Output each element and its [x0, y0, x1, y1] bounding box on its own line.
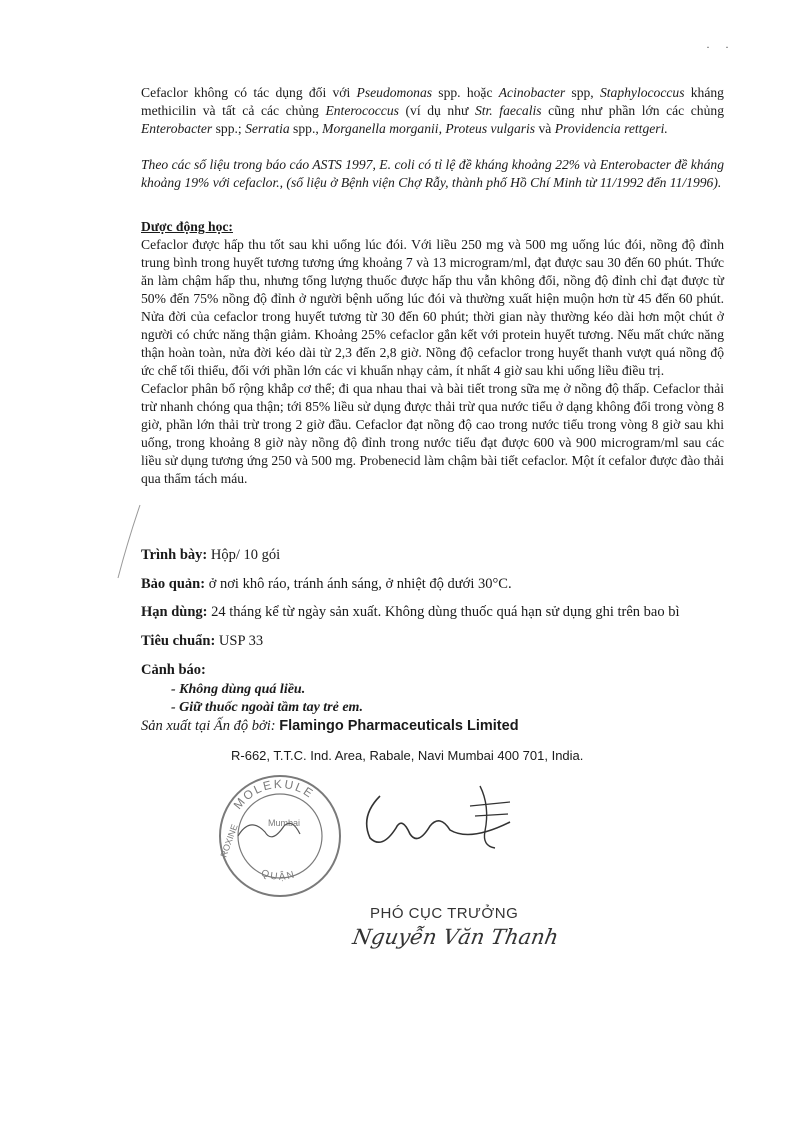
text-segment: kháng methicilin và tất cả các chủng [141, 85, 724, 118]
expiry-label: Hạn dùng: [141, 604, 208, 620]
text-segment: Cefaclor không có tác dụng đối với [141, 85, 357, 100]
stamp-left-text: ROXINE [218, 822, 240, 859]
organism-name: Staphylococcus [599, 85, 685, 100]
pharmacokinetics-paragraph-2: Cefaclor phân bố rộng khắp cơ thể; đi qua nhau thai và bài tiết trong sữa mẹ ở nồng độ thấp. Cefaclor thải trừ nhanh chóng qua thận; tới 85% liều sử dụng được thải trừ qua nước tiểu ở dạng không đổi trong vòng 8 giờ, phần lớn thải trừ trong 2 giờ đầu. Cefaclor đạt nồng độ cao trong nước tiểu trong vòng 8 giờ sau khi uống, trong khoảng 8 giờ này nồng độ đỉnh trong nước tiểu đạt được 600 và 900 microgram/ml sau các liều sử dụng tương ứng 250 và 500 mg. Probenecid làm chậm bài tiết cefaclor. Một ít cefalor được đào thải qua thẩm tách máu. [141, 381, 724, 486]
svg-text:QUẬN [260, 868, 298, 883]
manufacturer-address: R-662, T.T.C. Ind. Area, Rabale, Navi Mumbai 400 701, India. [231, 748, 584, 763]
text-segment: và [535, 121, 555, 136]
organism-name: Serratia [245, 121, 290, 136]
manufacturer-line [141, 718, 519, 735]
company-stamp-icon [210, 766, 350, 906]
expiry-line [141, 604, 680, 621]
pharmacokinetics-section [141, 218, 724, 488]
presentation-value: Hộp/ 10 gói [207, 547, 281, 563]
expiry-value: 24 tháng kể từ ngày sản xuất. Không dùng thuốc quá hạn sử dụng ghi trên bao bì [207, 604, 680, 620]
resistance-note-text: Theo các số liệu trong báo cáo ASTS 1997, E. coli có tỉ lệ đề kháng khoảng 22% và Enterobacter đề kháng khoảng 19% với cefaclor., (số liệu ở Bệnh viện Chợ Rẫy, thành phố Hồ Chí Minh từ 11/1992 đến 11/1996). [141, 157, 724, 190]
text-segment: spp., [289, 121, 323, 136]
organism-name: Acinobacter [498, 85, 566, 100]
microbiology-text [141, 84, 724, 138]
warning-item: - Giữ thuốc ngoài tầm tay trẻ em. [171, 700, 363, 715]
storage-line [141, 576, 512, 593]
pharmacokinetics-paragraph-1: Cefaclor được hấp thu tốt sau khi uống lúc đói. Với liều 250 mg và 500 mg uống lúc đói, nồng độ đỉnh trung bình trong huyết tương tương ứng khoảng 7 và 13 microgram/ml, đạt được sau 30 đến 60 phút. Thức ăn làm chậm hấp thu, nhưng tổng lượng thuốc được hấp thu vẫn không đổi, nồng độ đỉnh chỉ đạt được từ 50% đến 75% nồng độ đỉnh ở người bệnh uống lúc đói và thường xuất hiện muộn hơn từ 45 đến 60 phút. Nửa đời của cefaclor trong huyết tương từ 30 đến 60 phút; thời gian này thường kéo dài hơn một chút ở người có chức năng thận giảm. Khoảng 25% cefaclor gắn kết với protein huyết tương. Nếu mất chức năng thận hoàn toàn, nửa đời kéo dài từ 2,3 đến 2,8 giờ. Nồng độ cefaclor trong huyết thanh vượt quá nồng độ ức chế tối thiểu, đối với phần lớn các vi khuẩn nhạy cảm, ít nhất 4 giờ sau khi uống liều điều trị. [141, 237, 724, 378]
officer-title: PHÓ CỤC TRƯỞNG [370, 905, 519, 922]
pharmacokinetics-heading: Dược động học: [141, 219, 233, 234]
organism-name: Str. faecalis [474, 103, 542, 118]
margin-pen-mark [110, 500, 150, 580]
stamp-center-text: Mumbai [268, 818, 301, 828]
manufacturer-prefix: Sản xuất tại Ấn độ bởi: [141, 718, 276, 734]
resistance-note [141, 156, 724, 192]
corner-marks: · · [706, 40, 735, 54]
officer-name: Nguyễn Văn Thanh [350, 925, 561, 949]
microbiology-paragraph [141, 84, 724, 138]
signature-icon [340, 776, 530, 866]
text-segment: cũng như phần lớn các chủng [541, 103, 724, 118]
organism-name: Enterobacter [141, 121, 213, 136]
text-segment: (ví dụ như [398, 103, 475, 118]
standard-line [141, 633, 263, 650]
presentation-label: Trình bày: [141, 547, 208, 563]
organism-name: Enterococcus [325, 103, 399, 118]
warning-heading: Cảnh báo: [141, 662, 206, 678]
organism-name: Morganella morganii, Proteus vulgaris [322, 121, 536, 136]
text-segment: spp. hoặc [432, 85, 499, 100]
text-segment: spp, [565, 85, 600, 100]
standard-value: USP 33 [215, 633, 264, 649]
standard-label: Tiêu chuẩn: [141, 633, 216, 649]
manufacturer-name: Flamingo Pharmaceuticals Limited [279, 718, 519, 734]
stamp-bottom-text: QUẬN [259, 867, 298, 883]
text-segment: spp.; [212, 121, 246, 136]
organism-name: Providencia rettgeri. [554, 121, 668, 136]
stamp-top-text: MOLEKULE [230, 776, 317, 812]
warning-item: - Không dùng quá liều. [171, 682, 306, 697]
storage-label: Bảo quản: [141, 576, 206, 592]
presentation-line [141, 547, 280, 564]
storage-value: ở nơi khô ráo, tránh ánh sáng, ở nhiệt độ dưới 30°C. [205, 576, 512, 592]
organism-name: Pseudomonas [356, 85, 433, 100]
